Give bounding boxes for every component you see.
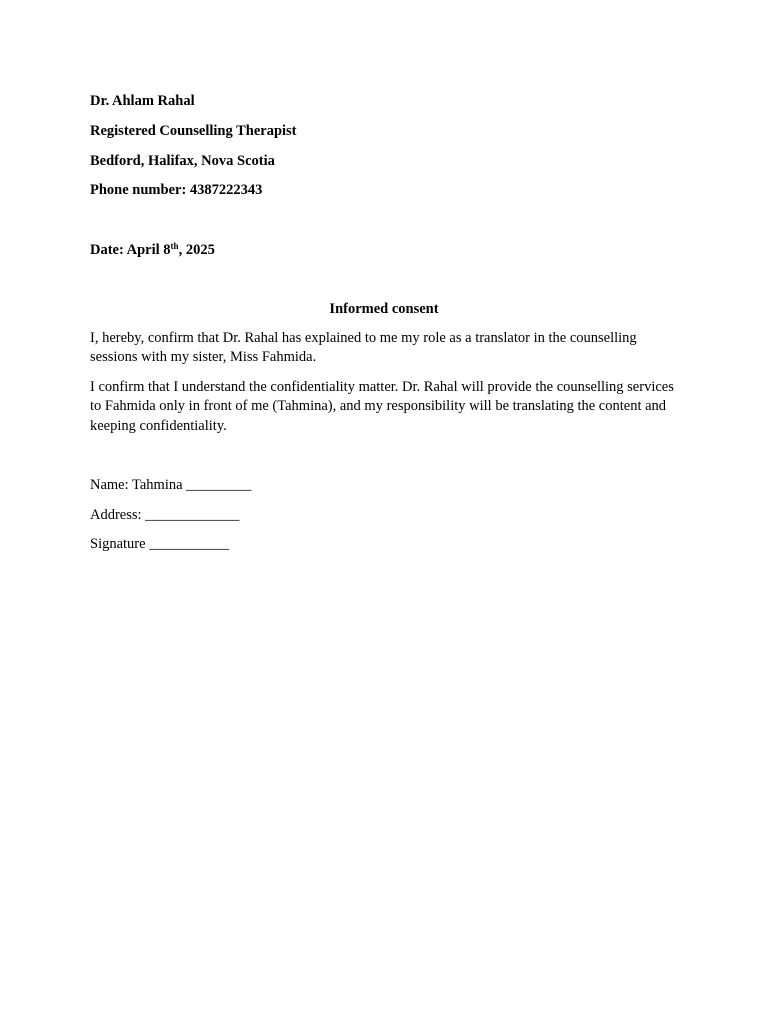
document-page: [90, 0, 680, 1024]
therapist-title: Registered Counselling Therapist: [90, 123, 297, 139]
document-heading: Informed consent: [329, 301, 439, 317]
consent-paragraph-1: I, hereby, confirm that Dr. Rahal has explained to me my role as a translator in the counselling sessions with my sister, Miss Fahmida.: [90, 330, 637, 366]
address-field-line: Address: _____________: [90, 507, 240, 523]
signature-field-line: Signature ___________: [90, 536, 229, 552]
date-ordinal-suffix: th: [170, 241, 179, 251]
consent-paragraph-2: I confirm that I understand the confidentiality matter. Dr. Rahal will provide the counselling services to Fahmida only in front of me (Tahmina), and my responsibility will be translating the content and keeping confidentiality.: [90, 379, 674, 434]
therapist-name: Dr. Ahlam Rahal: [90, 93, 195, 109]
name-field-line: Name: Tahmina _________: [90, 477, 252, 493]
date-prefix: Date: April 8: [90, 242, 171, 258]
therapist-phone: Phone number: 4387222343: [90, 182, 263, 198]
document-date: [90, 241, 215, 260]
therapist-location: Bedford, Halifax, Nova Scotia: [90, 153, 275, 169]
date-rest: , 2025: [178, 242, 215, 258]
